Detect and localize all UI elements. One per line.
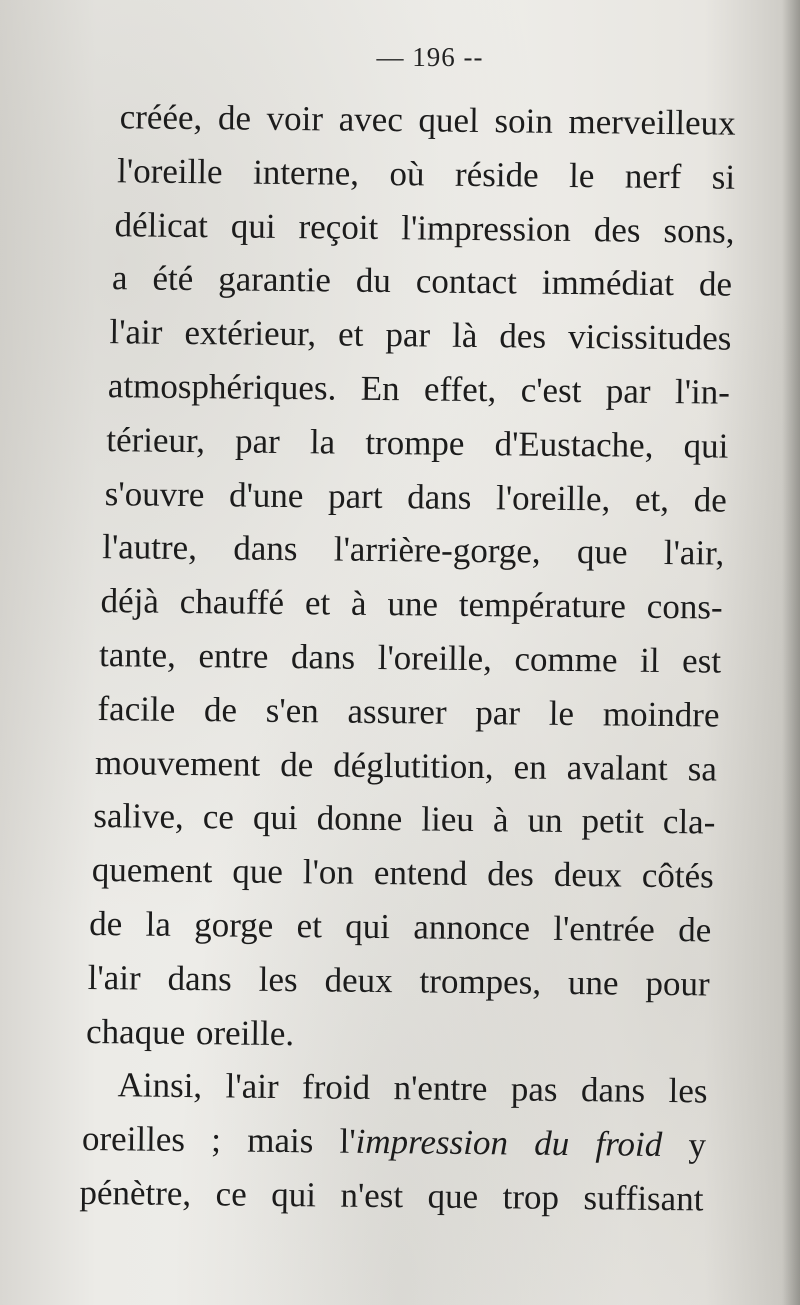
text-line: l'air extérieur, et par là des vicissitudes xyxy=(109,312,732,358)
text-line: l'oreille interne, où réside le nerf si xyxy=(116,151,736,197)
text-line: s'ouvre d'une part dans l'oreille, et, de xyxy=(104,473,727,520)
text-line: chaque oreille. xyxy=(85,1011,295,1053)
text-line: mouvement de déglutition, en avalant sa xyxy=(94,742,718,789)
text-line: atmosphériques. En effet, c'est par l'in- xyxy=(107,366,731,412)
text-line: a été garantie du contact immédiat de xyxy=(111,258,733,305)
text-line: tante, entre dans l'oreille, comme il est xyxy=(98,635,722,681)
page-number: — 196 -- xyxy=(376,42,484,72)
text-line: déjà chauffé et à une température cons- xyxy=(100,581,723,627)
text-line: l'autre, dans l'arrière-gorge, que l'air, xyxy=(102,527,725,573)
text-line: facile de s'en assurer par le moindre xyxy=(97,688,720,735)
page-edge-shadow xyxy=(782,0,800,1305)
text-segment: y xyxy=(662,1125,707,1165)
text-line: pénètre, ce qui n'est que trop suffisant xyxy=(79,1172,704,1219)
text-line: délicat qui reçoit l'impression des sons, xyxy=(114,204,735,251)
text-line-paragraph-start: Ainsi, l'air froid n'entre pas dans les xyxy=(117,1065,708,1111)
text-line: de la gorge et qui annonce l'entrée de xyxy=(89,903,712,950)
italic-phrase: impression du froid xyxy=(355,1121,663,1165)
text-line: l'air dans les deux trompes, une pour xyxy=(87,957,710,1004)
text-line: quement que l'on entend des deux côtés xyxy=(91,850,715,896)
text-line-with-italic xyxy=(82,1112,707,1172)
text-segment: oreilles ; mais l' xyxy=(81,1119,356,1161)
text-line: créée, de voir avec quel soin merveilleux xyxy=(119,97,736,143)
text-line: salive, ce qui donne lieu à un petit cla- xyxy=(93,796,716,842)
body-text xyxy=(79,90,736,1226)
text-line: térieur, par la trompe d'Eustache, qui xyxy=(106,419,729,466)
